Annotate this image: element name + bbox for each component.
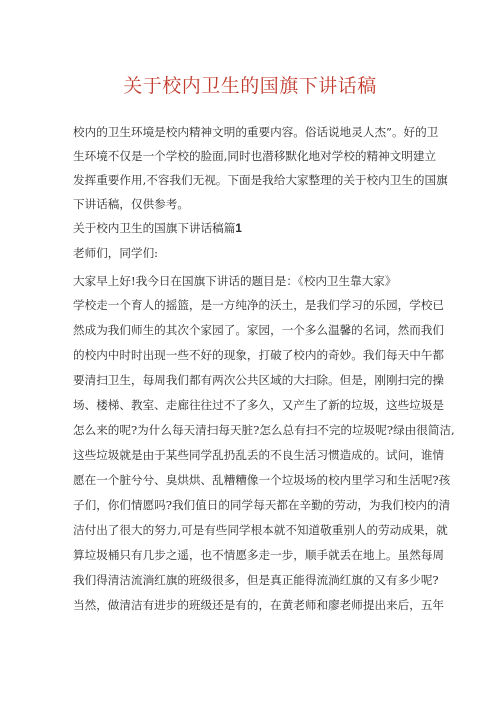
body-line: 当然，做清洁有进步的班级还是有的，在黄老师和廖老师提出来后，五年 <box>73 598 445 612</box>
body-line: 学校走一个育人的摇篮，是一方纯净的沃土，是我们学习的乐园，学校已 <box>73 298 445 312</box>
section-heading-text: 关于校内卫生的国旗下讲话稿篇 <box>73 221 236 235</box>
body-line: 洁付出了很大的努力,可是有些同学根本就不知道敬重别人的劳动成果，就 <box>73 523 448 537</box>
body-line: 场、楼梯、教室、走廊往往过不了多久，又产生了新的垃圾，这些垃圾是 <box>73 398 445 412</box>
body-line: 怎么来的呢?为什么每天清扫每天脏?怎么总有扫不完的垃圾呢?绿由很简洁, <box>73 423 455 437</box>
intro-line: 发挥重要作用,不容我们无视。下面是我给大家整理的关于校内卫生的国旗 <box>73 173 448 187</box>
body-line: 子们，你们情愿吗?我们值日的同学每天都在辛勤的劳动，为我们校内的清 <box>73 498 451 512</box>
greeting: 老师们，同学们: <box>73 246 159 260</box>
body-line: 我们得清洁流淌红旗的班级很多，但是真正能得流淌红旗的又有多少呢? <box>73 573 439 587</box>
section-number: 1 <box>235 222 242 235</box>
intro-line: 生环境不仅是一个学校的脸面,同时也潜移默化地对学校的精神文明建立 <box>73 149 437 163</box>
body-line: 要清扫卫生，每周我们都有两次公共区域的大扫除。但是，刚刚扫完的操 <box>73 373 445 387</box>
body-line: 愿在一个脏兮兮、臭烘烘、乱糟糟像一个垃圾场的校内里学习和生活呢?孩 <box>73 473 451 487</box>
section-heading <box>73 220 242 237</box>
opening-line: 大家早上好!我今日在国旗下讲话的题目是：《校内卫生靠大家》 <box>73 274 397 288</box>
body-line: 这些垃圾就是由于某些同学乱扔乱丢的不良生活习惯造成的。试问，谁情 <box>73 448 445 462</box>
intro-line: 下讲话稿，仅供参考。 <box>73 197 189 211</box>
document-title: 关于校内卫生的国旗下讲话稿 <box>123 75 377 97</box>
body-line: 的校内中时时出现一些不好的现象，打破了校内的奇妙。我们每天中午都 <box>73 348 445 362</box>
body-line: 算垃圾桶只有几步之遥，也不情愿多走一步，顺手就丢在地上。虽然每周 <box>73 548 445 562</box>
body-line: 然成为我们师生的其次个家园了。家园，一个多么温馨的名词，然而我们 <box>73 323 445 337</box>
intro-line: 校内的卫生环境是校内精神文明的重要内容。俗话说地灵人杰”。好的卫 <box>73 125 439 139</box>
